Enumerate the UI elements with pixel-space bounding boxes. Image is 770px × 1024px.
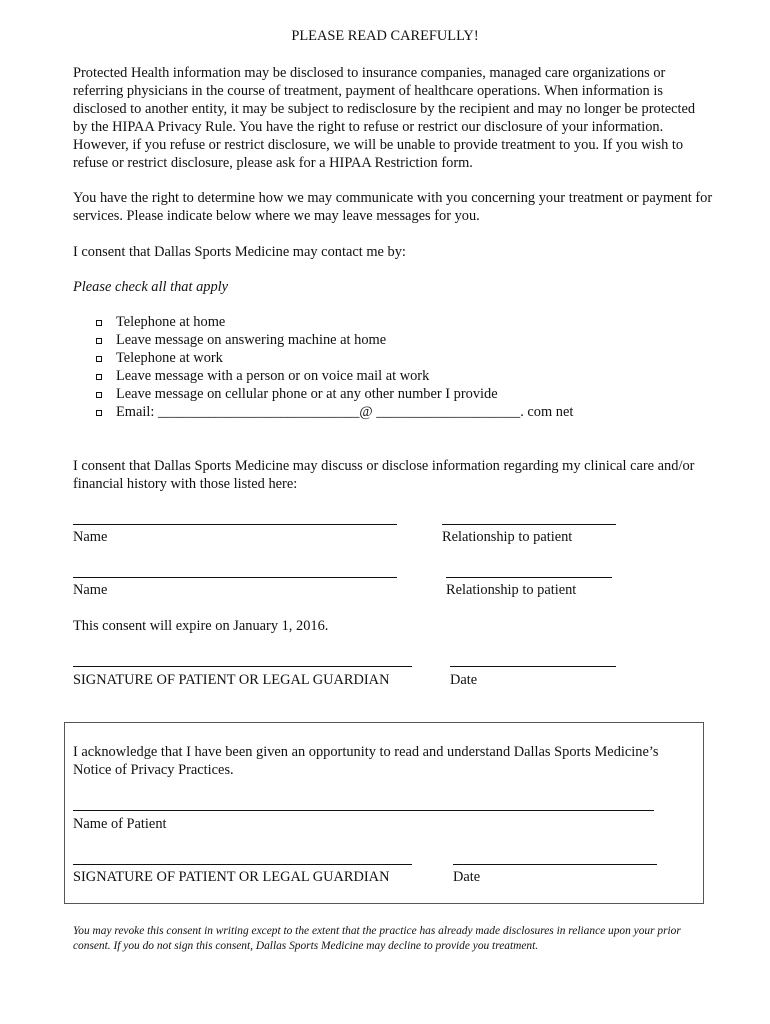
- option-email[interactable]: Email: ____________________________@ ____________________. com net: [96, 403, 573, 421]
- checkbox-icon[interactable]: [96, 338, 102, 344]
- signature-label: SIGNATURE OF PATIENT OR LEGAL GUARDIAN: [73, 672, 390, 688]
- checkbox-icon[interactable]: [96, 356, 102, 362]
- contact-consent-text: I consent that Dallas Sports Medicine may contact me by:: [73, 244, 406, 260]
- option-telephone-work[interactable]: Telephone at work: [96, 349, 573, 367]
- communication-paragraph: You have the right to determine how we may communicate with you concerning your treatment or payment for services. Please indicate below where we may leave messages for you.: [73, 190, 713, 224]
- checkbox-icon[interactable]: [96, 374, 102, 380]
- revocation-notice: You may revoke this consent in writing except to the extent that the practice has already made disclosures in reliance upon your prior consent. If you do not sign this consent, Dallas Sports Medicine may decline to provide you treatment.: [73, 925, 681, 952]
- relationship-line-2[interactable]: [446, 577, 612, 578]
- check-instruction: Please check all that apply: [73, 279, 229, 295]
- contact-options-list: [96, 313, 573, 421]
- option-telephone-home[interactable]: Telephone at home: [96, 313, 573, 331]
- patient-name-line[interactable]: [73, 810, 654, 811]
- ack-date-label: Date: [453, 869, 481, 885]
- expiration-text: This consent will expire on January 1, 2016.: [73, 618, 329, 634]
- checkbox-icon[interactable]: [96, 392, 102, 398]
- name-line-1[interactable]: [73, 524, 397, 525]
- intro-paragraph: Protected Health information may be disclosed to insurance companies, managed care organizations or referring physicians in the course of treatment, payment of healthcare operations. When information is disclosed to another entity, it may be subject to redisclosure by the recipient and may no longer be protected by the HIPAA Privacy Rule. You have the right to refuse or restrict our disclosure of your information. However, if you refuse or restrict disclosure, we will be unable to provide treatment to you. If you wish to refuse or restrict disclosure, please ask for a HIPAA Restriction form.: [73, 65, 696, 171]
- option-cellular-phone[interactable]: Leave message on cellular phone or at any other number I provide: [96, 385, 573, 403]
- acknowledgement-text: I acknowledge that I have been given an opportunity to read and understand Dallas Sports Medicine’s Notice of Privacy Practices.: [73, 744, 659, 778]
- relationship-label-2: Relationship to patient: [446, 582, 577, 598]
- checkbox-icon[interactable]: [96, 410, 102, 416]
- option-answering-machine-home[interactable]: Leave message on answering machine at home: [96, 331, 573, 349]
- name-label-2: Name: [73, 582, 108, 598]
- date-label: Date: [450, 672, 478, 688]
- disclosure-consent-text: I consent that Dallas Sports Medicine may discuss or disclose information regarding my clinical care and/or financial history with those listed here:: [73, 458, 695, 492]
- patient-name-label: Name of Patient: [73, 816, 167, 832]
- checkbox-icon[interactable]: [96, 320, 102, 326]
- relationship-label-1: Relationship to patient: [442, 529, 573, 545]
- page-title: PLEASE READ CAREFULLY!: [291, 28, 479, 44]
- relationship-line-1[interactable]: [442, 524, 616, 525]
- option-voicemail-work[interactable]: Leave message with a person or on voice mail at work: [96, 367, 573, 385]
- ack-date-line[interactable]: [453, 864, 657, 865]
- date-line[interactable]: [450, 666, 616, 667]
- name-line-2[interactable]: [73, 577, 397, 578]
- ack-signature-label: SIGNATURE OF PATIENT OR LEGAL GUARDIAN: [73, 869, 390, 885]
- ack-signature-line[interactable]: [73, 864, 412, 865]
- name-label-1: Name: [73, 529, 108, 545]
- signature-line[interactable]: [73, 666, 412, 667]
